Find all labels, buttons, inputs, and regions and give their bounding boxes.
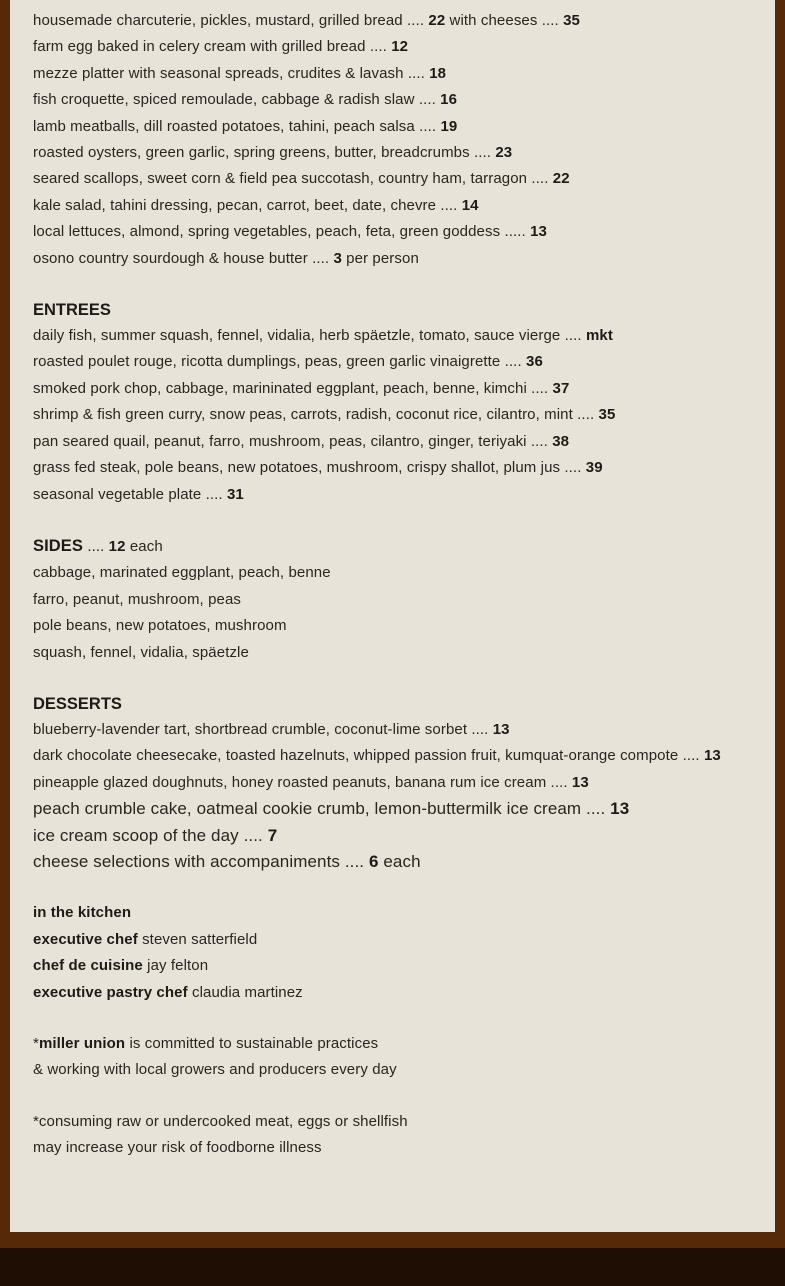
menu-item: dark chocolate cheesecake, toasted hazelnuts, whipped passion fruit, kumquat-orange compote .... 13 <box>33 747 721 765</box>
menu-item: peach crumble cake, oatmeal cookie crumb, lemon-buttermilk ice cream .... 13 <box>33 799 630 819</box>
price: 36 <box>526 353 543 371</box>
price: 39 <box>585 459 603 477</box>
price: 16 <box>440 91 458 109</box>
menu-item: local lettuces, almond, spring vegetables, peach, feta, green goddess ..... 13 <box>33 223 547 241</box>
price: 6 <box>368 851 379 871</box>
price: 13 <box>492 720 510 738</box>
menu-content <box>33 8 753 1162</box>
menu-item: roasted oysters, green garlic, spring greens, butter, breadcrumbs .... 23 <box>33 144 513 162</box>
brand-name: miller union <box>38 1035 126 1052</box>
staff-name: jay felton <box>147 957 209 975</box>
menu-page <box>10 0 775 1232</box>
menu-item: housemade charcuterie, pickles, mustard, grilled bread .... 22 with cheeses .... 35 <box>33 12 580 29</box>
commitment-line: *miller union is committed to sustainable practices <box>33 1035 379 1052</box>
menu-item: farm egg baked in celery cream with grilled bread .... 12 <box>33 38 409 56</box>
menu-item: ice cream scoop of the day .... 7 <box>33 825 278 845</box>
menu-item: daily fish, summer squash, fennel, vidalia, herb späetzle, tomato, sauce vierge .... mkt <box>33 327 613 345</box>
price: 13 <box>571 773 589 791</box>
menu-item: seasonal vegetable plate .... 31 <box>33 485 244 503</box>
spacer <box>33 1084 753 1109</box>
menu-item: blueberry-lavender tart, shortbread crumble, coconut-lime sorbet .... 13 <box>33 720 510 738</box>
menu-item: fish croquette, spiced remoulade, cabbage & radish slaw .... 16 <box>33 91 458 109</box>
price: 31 <box>226 485 244 503</box>
staff-line <box>33 980 753 1006</box>
price: 35 <box>563 12 580 29</box>
price: 22 <box>428 12 446 29</box>
price: mkt <box>585 327 613 345</box>
menu-item: lamb meatballs, dill roasted potatoes, tahini, peach salsa .... 19 <box>33 117 458 135</box>
price: 38 <box>552 432 570 450</box>
disclaimer-line: may increase your risk of foodborne illness <box>33 1139 322 1157</box>
section-heading-desserts: DESSERTS <box>33 694 122 713</box>
side-item: cabbage, marinated eggplant, peach, benne <box>33 564 331 582</box>
staff-role: executive chef <box>33 930 138 948</box>
commitment-line: & working with local growers and producers every day <box>33 1061 397 1079</box>
spacer <box>33 1006 753 1031</box>
section-heading-sides: SIDES .... 12 each <box>33 536 163 555</box>
price: 37 <box>552 379 570 397</box>
staff-role: executive pastry chef <box>33 983 188 1001</box>
staff-role: chef de cuisine <box>33 957 143 975</box>
price: 3 <box>333 249 342 267</box>
price: 14 <box>461 196 479 214</box>
price: 35 <box>598 406 616 424</box>
price: 22 <box>552 170 570 188</box>
staff-name: claudia martinez <box>191 983 303 1001</box>
side-item: farro, peanut, mushroom, peas <box>33 590 242 608</box>
menu-item: smoked pork chop, cabbage, marininated eggplant, peach, benne, kimchi .... 37 <box>33 379 570 397</box>
spacer <box>33 875 753 900</box>
menu-item: osono country sourdough & house butter .... 3 per person <box>33 249 419 267</box>
menu-item: kale salad, tahini dressing, pecan, carrot, beet, date, chevre .... 14 <box>33 196 479 214</box>
menu-item: shrimp & fish green curry, snow peas, carrots, radish, coconut rice, cilantro, mint .... 35 <box>33 406 616 424</box>
spacer <box>33 272 753 297</box>
menu-item: mezze platter with seasonal spreads, crudites & lavash .... 18 <box>33 64 447 82</box>
staff-line <box>33 927 753 953</box>
menu-item: cheese selections with accompaniments .... 6 each <box>33 851 421 871</box>
price: 12 <box>391 38 409 56</box>
price: 23 <box>495 144 513 162</box>
spacer <box>33 666 753 691</box>
price: 18 <box>429 64 447 82</box>
menu-item: pineapple glazed doughnuts, honey roasted peanuts, banana rum ice cream .... 13 <box>33 773 589 791</box>
section-heading-entrees: ENTREES <box>33 301 111 320</box>
menu-item: seared scallops, sweet corn & field pea succotash, country ham, tarragon .... 22 <box>33 170 570 188</box>
price: 13 <box>530 223 547 241</box>
spacer <box>33 508 753 533</box>
staff-name: steven satterfield <box>142 930 258 948</box>
kitchen-heading: in the kitchen <box>33 904 132 922</box>
footer-bar <box>0 1248 785 1286</box>
menu-item: roasted poulet rouge, ricotta dumplings, peas, green garlic vinaigrette .... 36 <box>33 353 543 371</box>
price: 19 <box>440 117 458 135</box>
price: 7 <box>267 825 278 845</box>
side-item: squash, fennel, vidalia, späetzle <box>33 643 249 661</box>
menu-item: grass fed steak, pole beans, new potatoes, mushroom, crispy shallot, plum jus .... 39 <box>33 459 603 477</box>
menu-item: pan seared quail, peanut, farro, mushroom, peas, cilantro, ginger, teriyaki .... 38 <box>33 432 570 450</box>
staff-line <box>33 953 753 979</box>
price: 12 <box>108 537 126 555</box>
disclaimer-line: *consuming raw or undercooked meat, eggs or shellfish <box>33 1112 408 1130</box>
side-item: pole beans, new potatoes, mushroom <box>33 617 287 635</box>
price: 13 <box>703 747 721 765</box>
price: 13 <box>610 799 630 819</box>
